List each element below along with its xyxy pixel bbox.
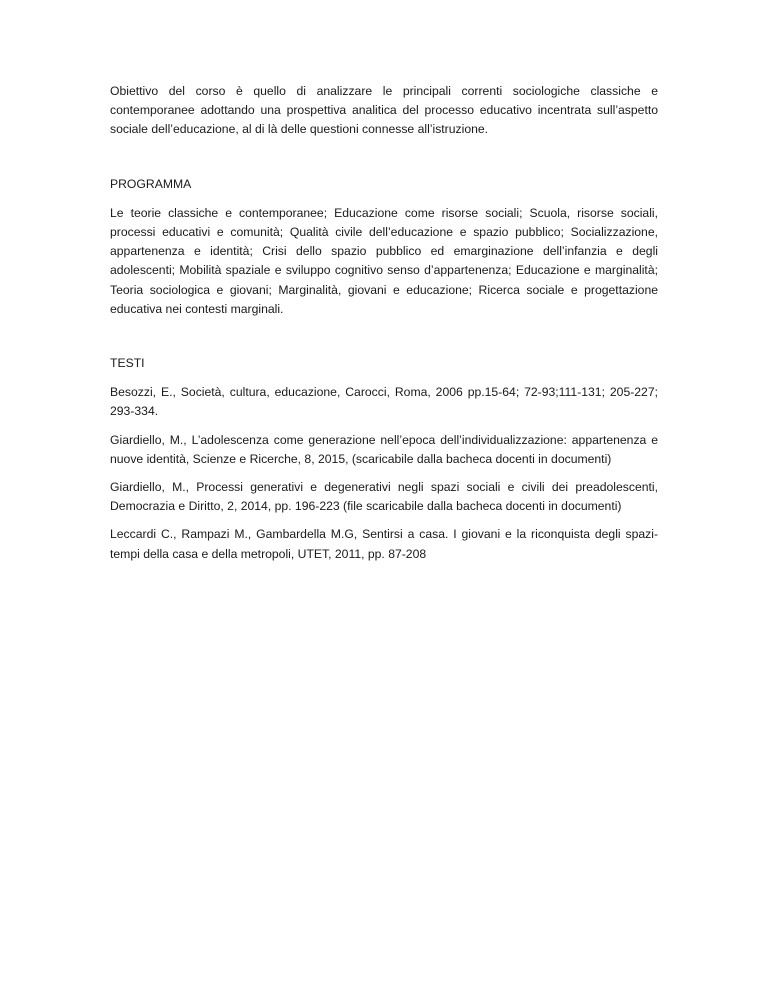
reference-item: Leccardi C., Rampazi M., Gambardella M.G, Sentirsi a casa. I giovani e la riconquista degli spazi-tempi della casa e della metropoli, UTET, 2011, pp. 87-208	[110, 527, 658, 561]
course-objective-paragraph: Obiettivo del corso è quello di analizzare le principali correnti sociologiche classiche e contemporanee adottando una prospettiva analitica del processo educativo incentrata sull’aspetto sociale dell’educazione, al di là delle questioni connesse all’istruzione.	[110, 84, 658, 137]
programma-paragraph: Le teorie classiche e contemporanee; Educazione come risorse sociali; Scuola, risorse sociali, processi educativi e comunità; Qualità civile dell’educazione e spazio pubblico; Socializzazione, appartenenza e identità; Crisi dello spazio pubblico ed emarginazione dell’infanzia e degli adolescenti; Mobilità spaziale e sviluppo cognitivo senso d’appartenenza; Educazione e marginalità; Teoria sociologica e giovani; Marginalità, giovani e educazione; Ricerca sociale e progettazione educativa nei contesti marginali.	[110, 205, 658, 316]
document-page	[110, 82, 658, 564]
reference-item: Besozzi, E., Società, cultura, educazione, Carocci, Roma, 2006 pp.15-64; 72-93;111-131; 205-227; 293-334.	[110, 385, 658, 419]
reference-item: Giardiello, M., Processi generativi e degenerativi negli spazi sociali e civili dei preadolescenti, Democrazia e Diritto, 2, 2014, pp. 196-223 (file scaricabile dalla bacheca docenti in documenti)	[110, 480, 658, 514]
programma-heading: PROGRAMMA	[110, 176, 192, 191]
testi-heading: TESTI	[110, 356, 145, 371]
reference-item: Giardiello, M., L’adolescenza come generazione nell’epoca dell’individualizzazione: appartenenza e nuove identità, Scienze e Ricerche, 8, 2015, (scaricabile dalla bacheca docenti in documenti)	[110, 432, 658, 466]
